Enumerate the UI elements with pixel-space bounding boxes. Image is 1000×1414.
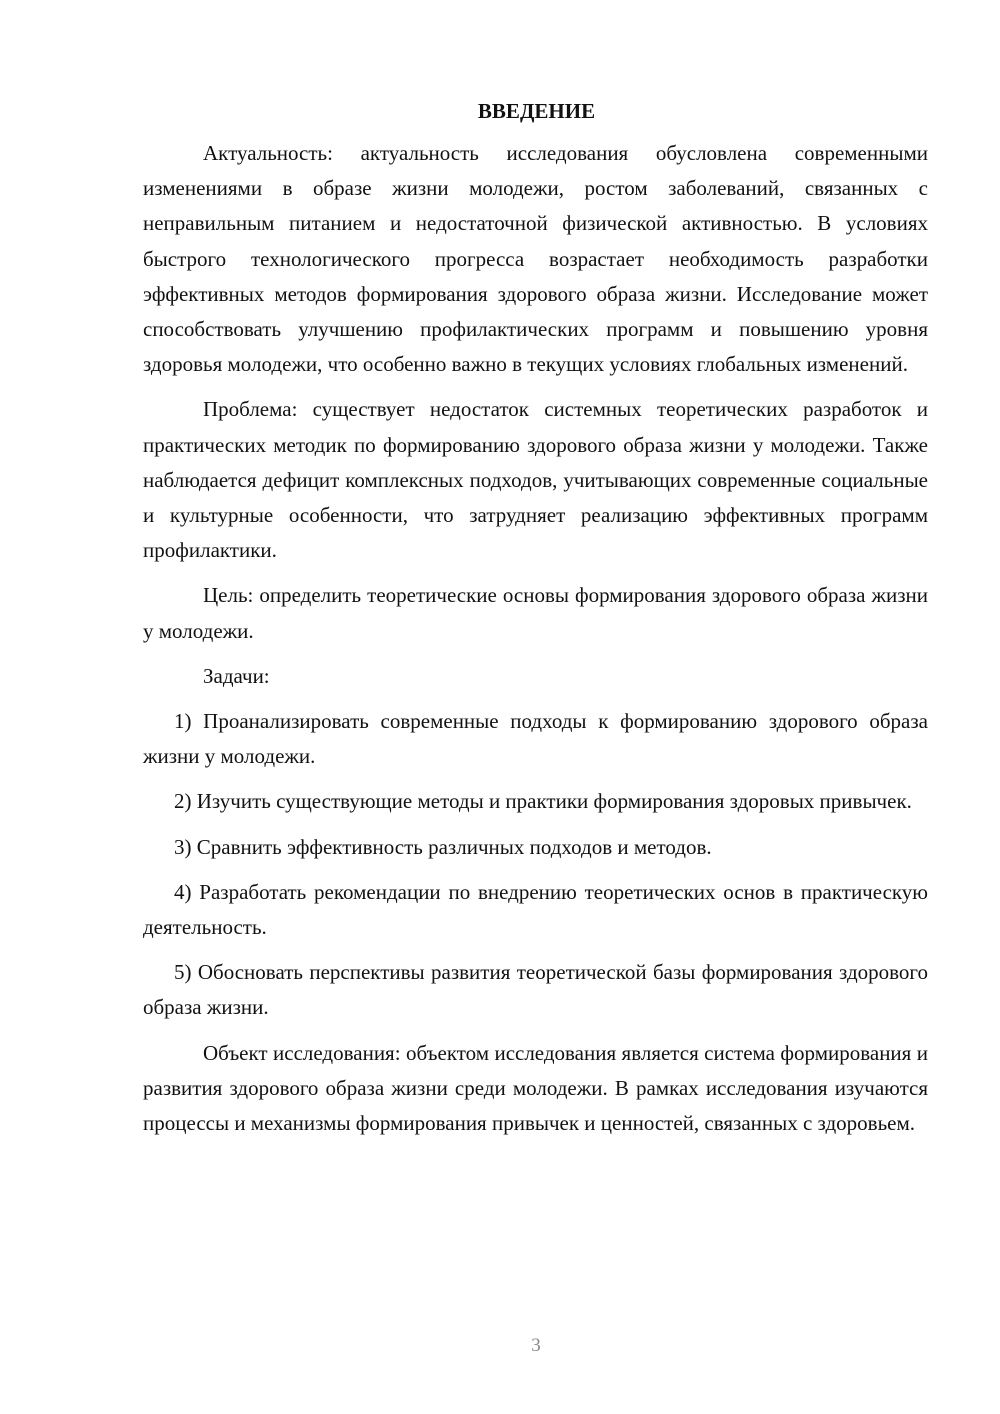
task-item-1: 1) Проанализировать современные подходы к формированию здорового образа жизни у молодежи. [143,709,928,769]
task-item-2: 2) Изучить существующие методы и практики формирования здоровых привычек. [174,789,912,814]
task-item-5: 5) Обосновать перспективы развития теоретической базы формирования здорового образа жизни. [143,960,928,1020]
paragraph-relevance: Актуальность: актуальность исследования обусловлена современными изменениями в образе жизни молодежи, ростом заболеваний, связанных с неправильным питанием и недостаточной физической активностью. В условиях быстрого технологического прогресса возрастает необходимость разработки эффективных методов формирования здорового образа жизни. Исследование может способствовать улучшению профилактических программ и повышению уровня здоровья молодежи, что особенно важно в текущих условиях глобальных изменений. [143,141,928,377]
paragraph-object: Объект исследования: объектом исследования является система формирования и развития здорового образа жизни среди молодежи. В рамках исследования изучаются процессы и механизмы формирования привычек и ценностей, связанных с здоровьем. [143,1040,928,1136]
task-item-3: 3) Сравнить эффективность различных подходов и методов. [174,834,712,859]
page-content [143,96,928,1141]
paragraph-goal: Цель: определить теоретические основы формирования здорового образа жизни у молодежи. [143,583,928,643]
page-title: ВВЕДЕНИЕ [477,99,596,123]
page-number: 3 [531,1335,541,1356]
tasks-heading: Задачи: [203,663,270,688]
task-item-4: 4) Разработать рекомендации по внедрению теоретических основ в практическую деятельность. [143,879,928,940]
paragraph-problem: Проблема: существует недостаток системных теоретических разработок и практических методик по формированию здорового образа жизни у молодежи. Также наблюдается дефицит комплексных подходов, учитывающих современные социальные и культурные особенности, что затрудняет реализацию эффективных программ профилактики. [143,397,928,563]
